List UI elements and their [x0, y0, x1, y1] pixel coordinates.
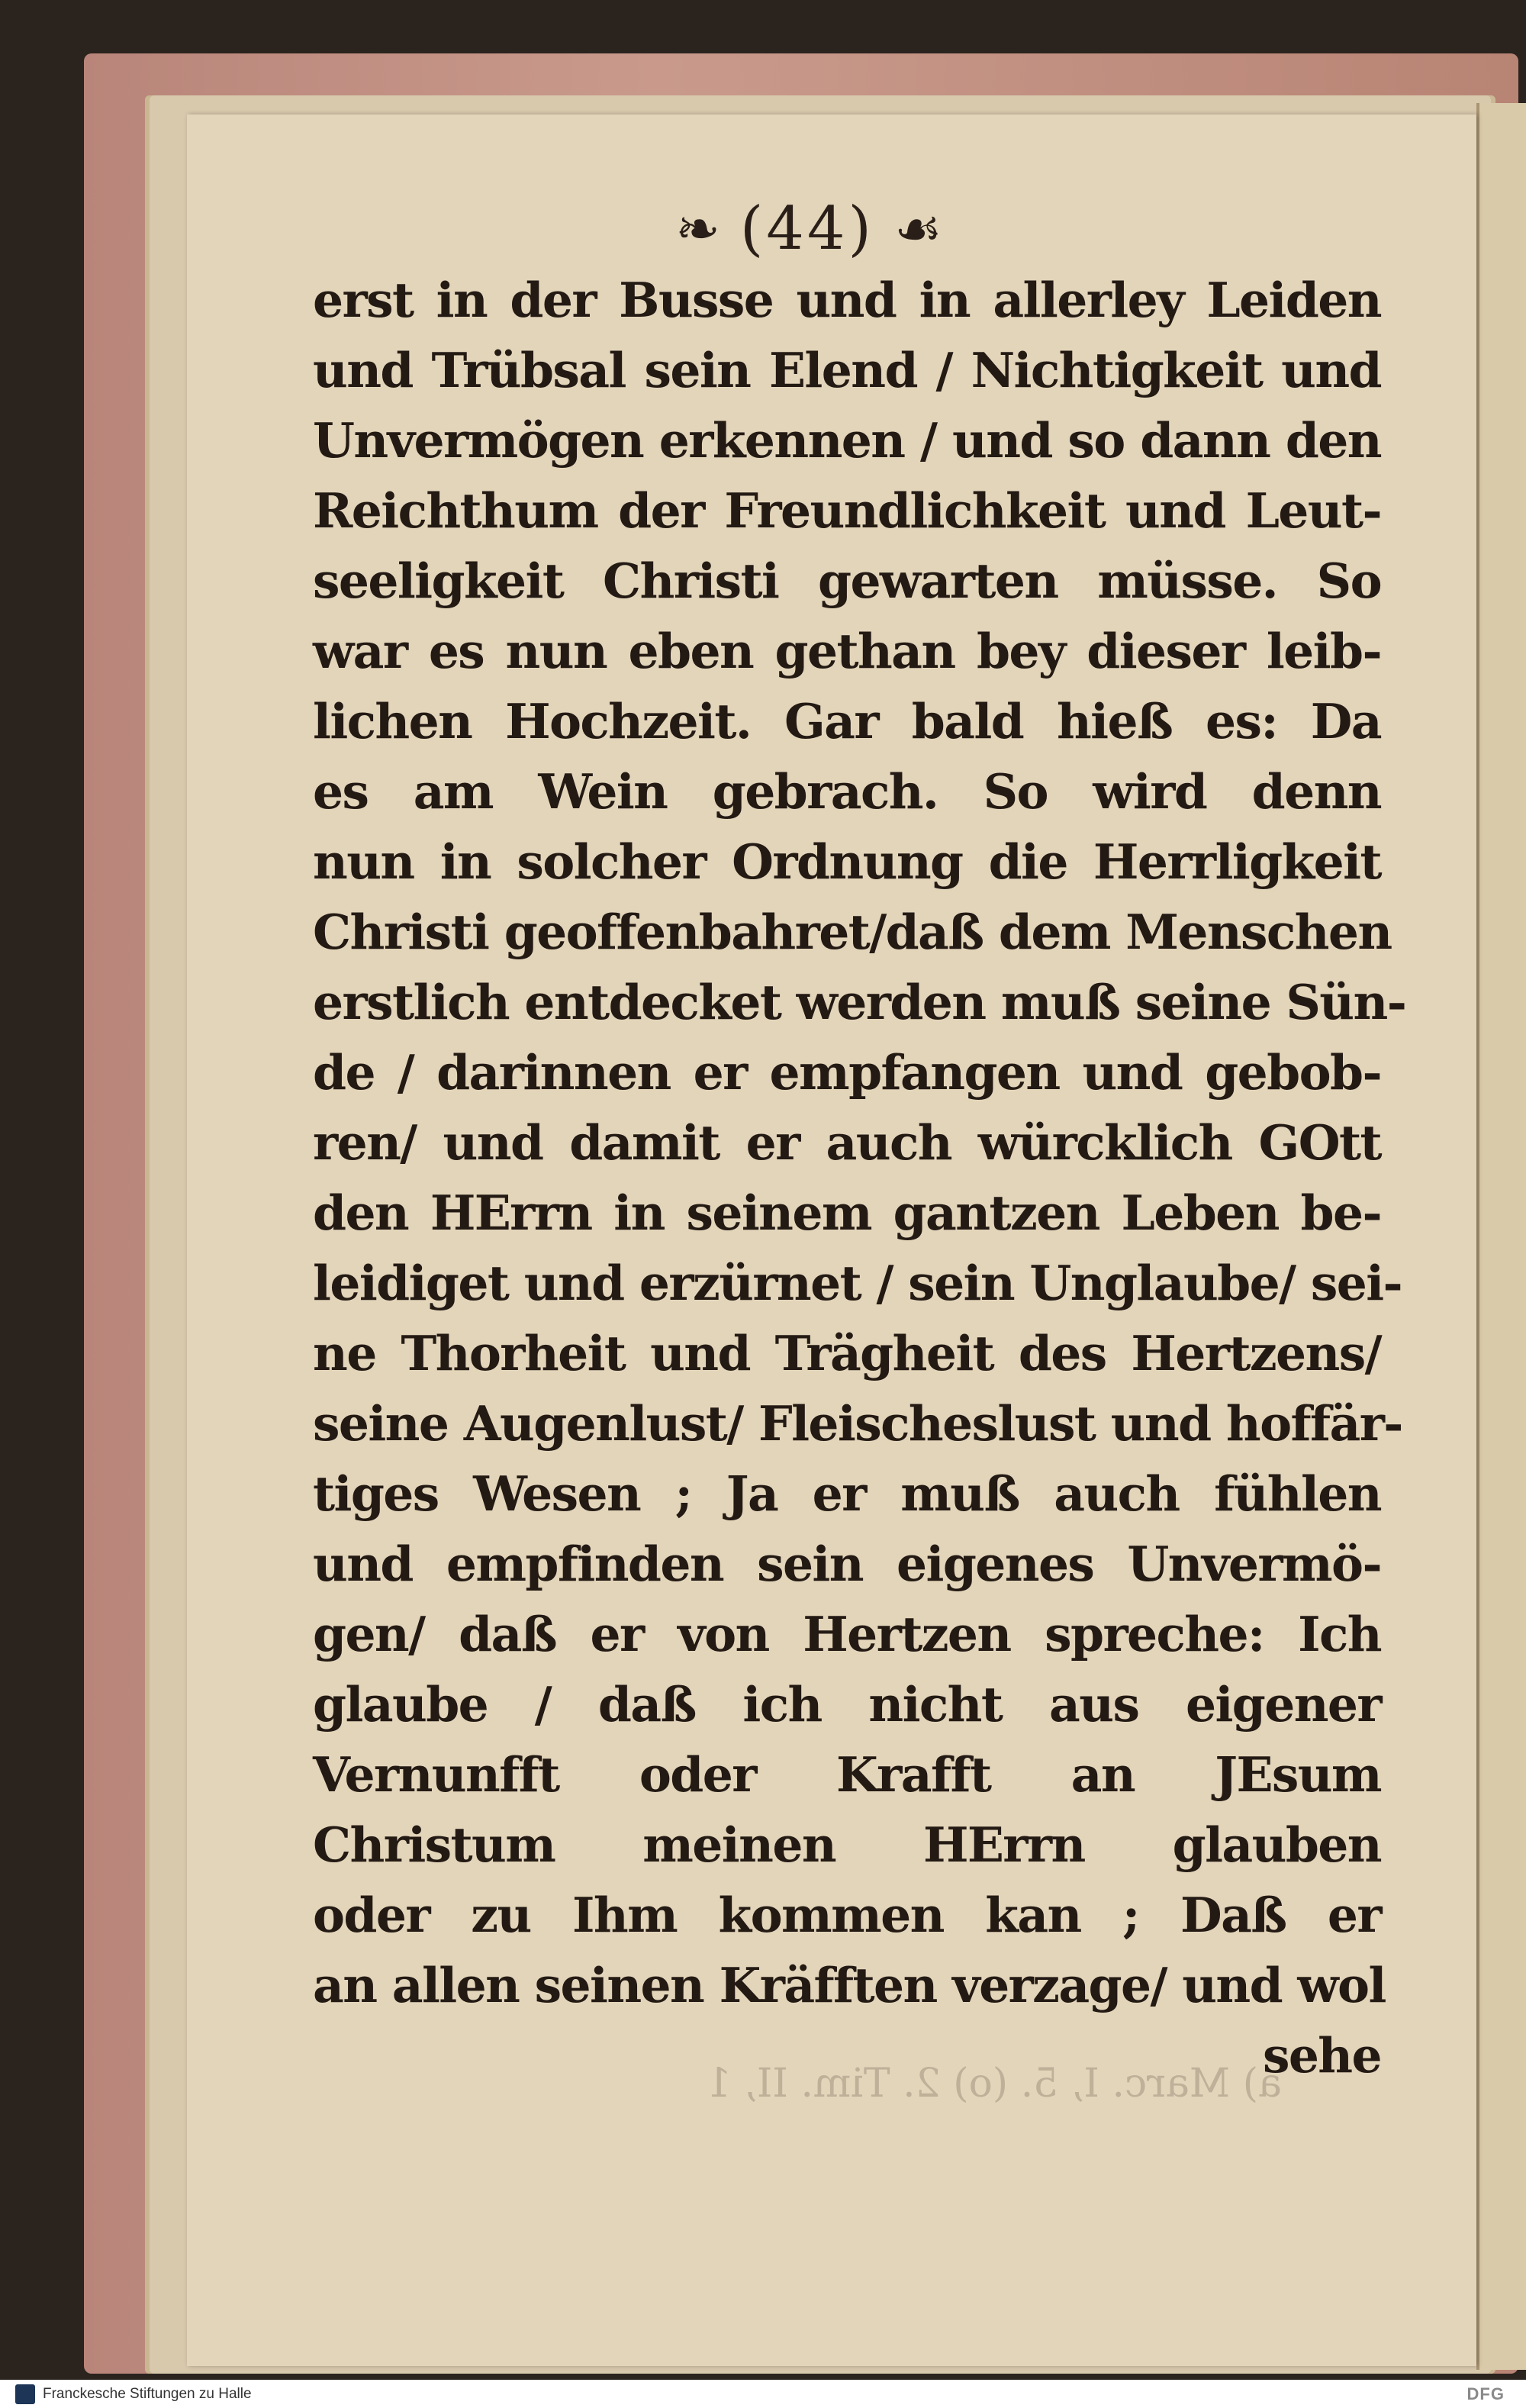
bleed-through-text: a) Marc. I, 5. (o) 2. Tim. II, 1	[706, 2061, 1282, 2107]
text-line: lichen Hochzeit. Gar bald hieß es: Da	[313, 693, 1381, 749]
text-line: oder zu Ihm kommen kan ; Daß er	[313, 1887, 1381, 1943]
institution-logo-icon	[15, 2384, 35, 2404]
text-line: tiges Wesen ; Ja er muß auch fühlen	[313, 1465, 1381, 1522]
text-line: Vernunfft oder Krafft an JEsum	[313, 1746, 1381, 1803]
text-line: gen/ daß er von Hertzen spreche: Ich	[313, 1606, 1381, 1662]
footer-bar	[0, 2380, 1526, 2408]
text-line: erstlich entdecket werden muß seine Sün-	[313, 974, 1406, 1030]
text-line: an allen seinen Kräfften verzage/ und wol	[313, 1957, 1386, 2013]
text-line: es am Wein gebrach. So wird denn	[313, 763, 1381, 820]
page-number: (44)	[739, 195, 874, 263]
footer-attribution	[0, 2384, 252, 2404]
text-line: Christum meinen HErrn glauben	[313, 1816, 1381, 1873]
catchword: sehe	[1262, 2027, 1381, 2084]
ornament-right-icon: ☙	[894, 198, 942, 260]
dfg-logo: DFG	[1466, 2384, 1505, 2403]
text-line: seine Augenlust/ Fleischeslust und hoffär-	[313, 1395, 1402, 1452]
text-line: ren/ und damit er auch würcklich GOtt	[313, 1114, 1381, 1171]
text-line: seeligkeit Christi gewarten müsse. So	[313, 553, 1381, 609]
text-line: den HErrn in seinem gantzen Leben be-	[313, 1185, 1381, 1241]
text-line: Christi geoffenbahret/daß dem Menschen	[313, 904, 1392, 960]
text-line: Unvermögen erkennen / und so dann den	[313, 412, 1381, 469]
text-line: Reichthum der Freundlichkeit und Leut-	[313, 482, 1381, 539]
text-line: erst in der Busse und in allerley Leiden	[313, 272, 1381, 328]
text-line: und Trübsal sein Elend / Nichtigkeit und	[313, 342, 1381, 398]
ornament-left-icon: ❧	[675, 198, 720, 260]
text-line: nun in solcher Ordnung die Herrligkeit	[313, 833, 1381, 890]
text-line: leidiget und erzürnet / sein Unglaube/ sei-	[313, 1255, 1402, 1311]
footer-label: Franckesche Stiftungen zu Halle	[43, 2385, 252, 2402]
body-text	[313, 263, 1406, 2110]
text-line: glaube / daß ich nicht aus eigener	[313, 1676, 1381, 1733]
text-line: und empfinden sein eigenes Unvermö-	[313, 1536, 1381, 1592]
page-header	[595, 187, 1022, 271]
text-line: ne Thorheit und Trägheit des Hertzens/	[313, 1325, 1381, 1381]
text-line: war es nun eben gethan bey dieser leib-	[313, 623, 1381, 679]
facing-page-edge	[1476, 103, 1526, 2370]
text-line: de / darinnen er empfangen und gebob-	[313, 1044, 1381, 1101]
